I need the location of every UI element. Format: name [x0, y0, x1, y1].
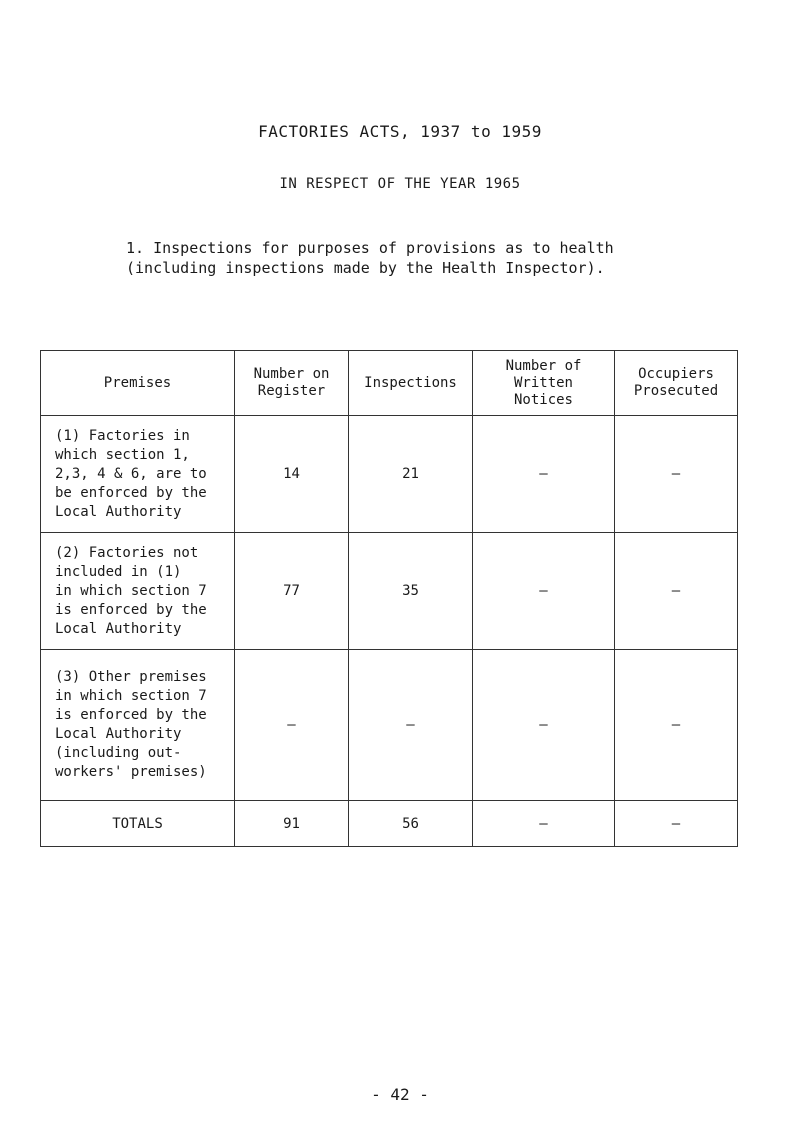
premises-line: (3) Other premises	[55, 669, 207, 685]
premises-line: workers' premises)	[55, 764, 207, 780]
table-header-row	[41, 351, 738, 416]
document-subtitle: IN RESPECT OF THE YEAR 1965	[279, 176, 521, 192]
register-cell: –	[235, 650, 349, 801]
header-notices-line-1: Number of	[505, 357, 582, 374]
notices-cell: –	[473, 416, 615, 533]
table-row	[41, 416, 738, 533]
premises-line: (2) Factories not	[55, 544, 199, 561]
premises-line: Local Authority	[55, 726, 182, 742]
header-occupiers-line-1: Occupiers	[638, 366, 714, 382]
premises-line: (1) Factories in	[55, 427, 190, 444]
premises-cell	[41, 533, 235, 650]
table-row	[41, 533, 738, 650]
header-notices-line-3: Notices	[513, 391, 573, 408]
header-register-line-1: Number on	[253, 366, 330, 382]
inspections-cell: –	[349, 650, 473, 801]
totals-label: TOTALS	[41, 801, 235, 847]
header-occupiers-prosecuted	[615, 351, 738, 416]
premises-line: be enforced by the	[55, 484, 207, 501]
header-premises: Premises	[41, 351, 235, 416]
totals-notices: –	[473, 801, 615, 847]
section-heading-line-1: 1. Inspections for purposes of provisions as to health	[126, 239, 614, 257]
occupiers-cell: –	[615, 650, 738, 801]
totals-occupiers: –	[615, 801, 738, 847]
occupiers-cell: –	[615, 416, 738, 533]
occupiers-cell: –	[615, 533, 738, 650]
notices-cell: –	[473, 650, 615, 801]
header-register-line-2: Register	[257, 383, 326, 399]
premises-line: in which section 7	[55, 582, 207, 599]
totals-register: 91	[235, 801, 349, 847]
totals-row	[41, 801, 738, 847]
header-written-notices	[473, 351, 615, 416]
section-heading-line-2: (including inspections made by the Health Inspector).	[126, 259, 605, 277]
document-title: FACTORIES ACTS, 1937 to 1959	[258, 122, 542, 141]
register-cell: 77	[235, 533, 349, 650]
premises-line: in which section 7	[55, 688, 207, 704]
premises-line: (including out-	[55, 745, 182, 761]
header-notices-line-2: Written	[513, 374, 573, 391]
premises-cell	[41, 650, 235, 801]
premises-line: included in (1)	[55, 563, 182, 580]
register-cell: 14	[235, 416, 349, 533]
premises-line: 2,3, 4 & 6, are to	[55, 465, 207, 482]
header-inspections: Inspections	[349, 351, 473, 416]
premises-cell	[41, 416, 235, 533]
inspections-cell: 35	[349, 533, 473, 650]
page-number: - 42 -	[371, 1085, 429, 1104]
premises-line: Local Authority	[55, 620, 182, 637]
premises-line: is enforced by the	[55, 601, 207, 618]
premises-line: which section 1,	[55, 446, 190, 463]
header-occupiers-line-2: Prosecuted	[633, 383, 719, 399]
totals-inspections: 56	[349, 801, 473, 847]
notices-cell: –	[473, 533, 615, 650]
inspections-cell: 21	[349, 416, 473, 533]
premises-line: Local Authority	[55, 503, 182, 520]
premises-line: is enforced by the	[55, 707, 207, 723]
header-number-on-register	[235, 351, 349, 416]
inspections-table	[40, 350, 738, 847]
table-row	[41, 650, 738, 801]
